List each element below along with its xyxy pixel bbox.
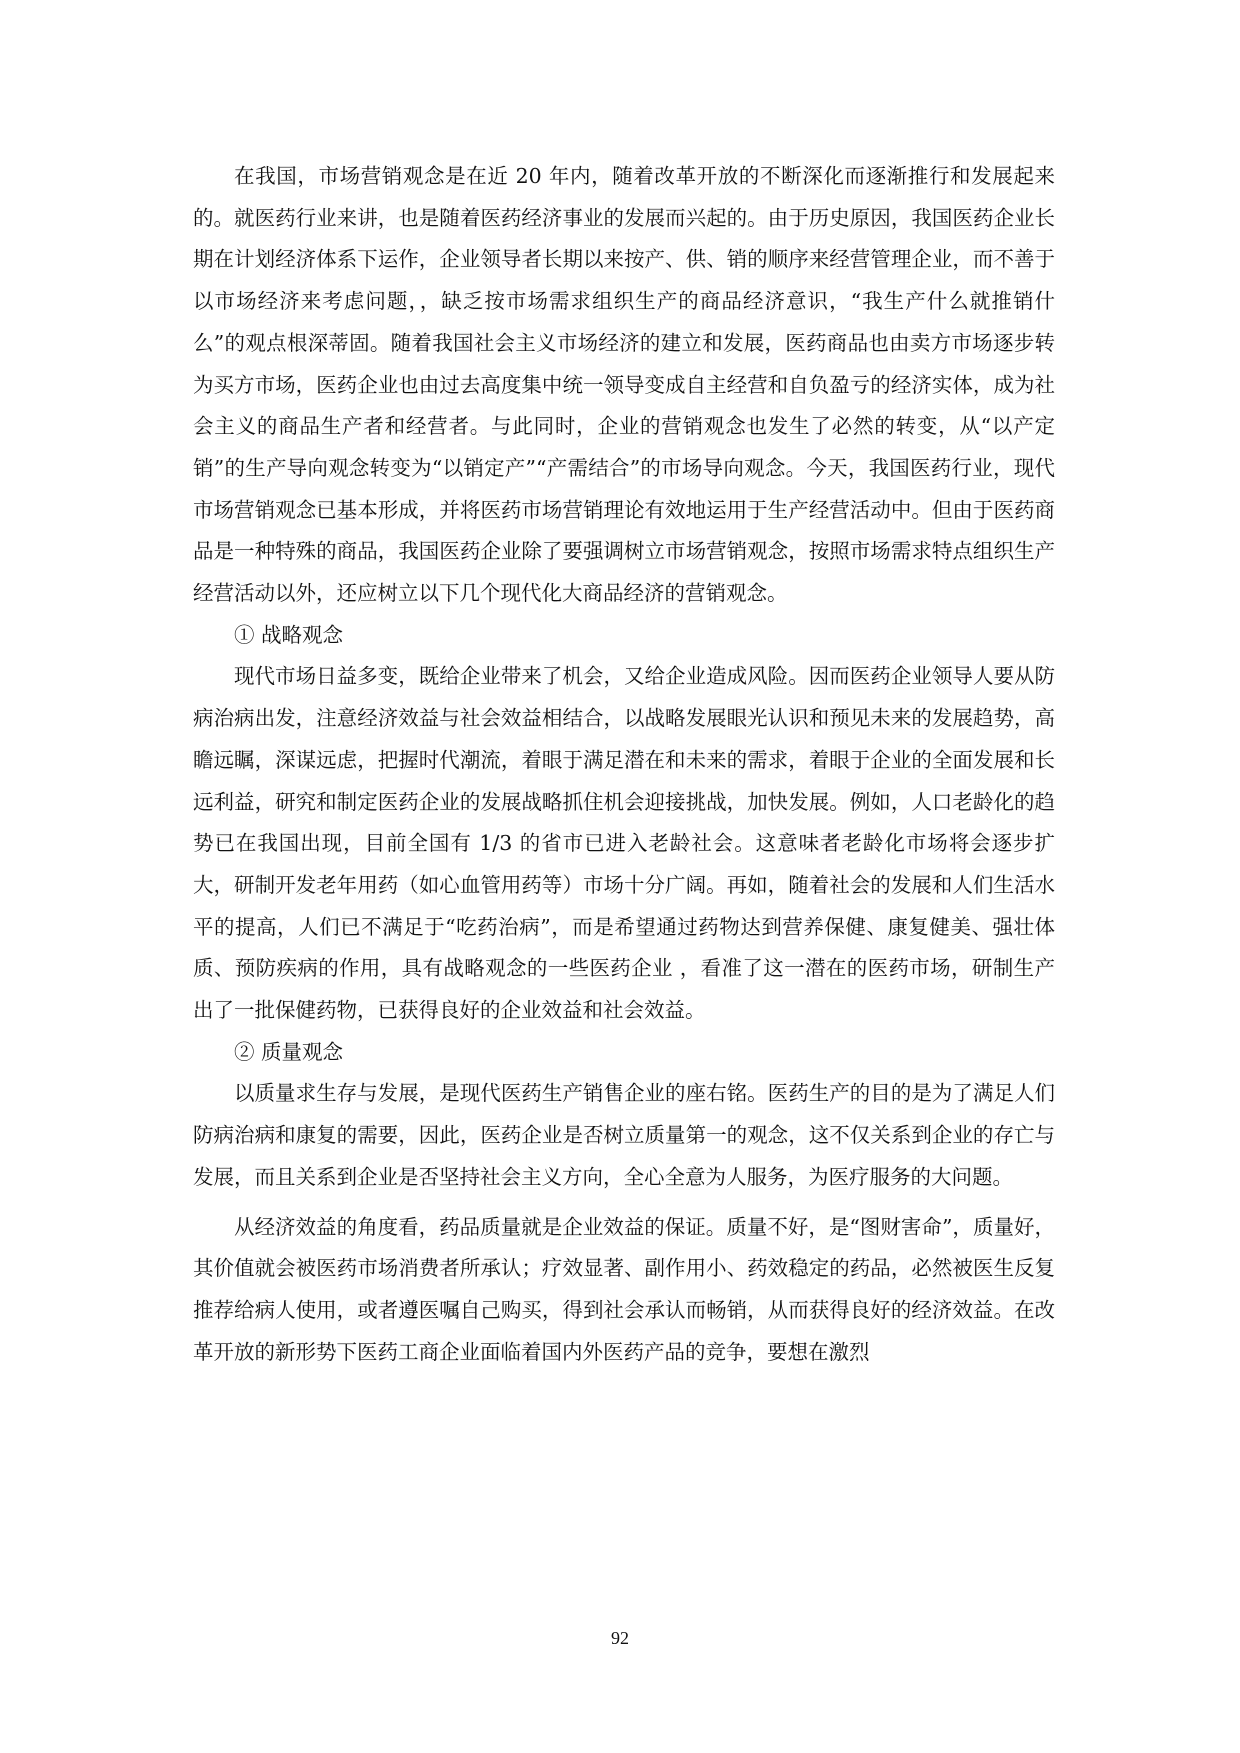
document-body: [193, 156, 1055, 1373]
section-heading-strategy: ① 战略观念: [234, 622, 344, 647]
paragraph-intro: 在我国，市场营销观念是在近 20 年内，随着改革开放的不断深化而逐渐推行和发展起来的。就医药行业来讲，也是随着医药经济事业的发展而兴起的。由于历史原因，我国医药企业长期在计划经济体系下运作，企业领导者长期以来按产、供、销的顺序来经营管理企业，而不善于以市场经济来考虑问题，，缺乏按市场需求组织生产的商品经济意识，“我生产什么就推销什么”的观点根深蒂固。随着我国社会主义市场经济的建立和发展，医药商品也由卖方市场逐步转为买方市场，医药企业也由过去高度集中统一领导变成自主经营和自负盈亏的经济实体，成为社会主义的商品生产者和经营者。与此同时，企业的营销观念也发生了必然的转变，从“以产定销”的生产导向观念转变为“以销定产”“产需结合”的市场导向观念。今天，我国医药行业，现代市场营销观念已基本形成，并将医药市场营销理论有效地运用于生产经营活动中。但由于医药商品是一种特殊的商品，我国医药企业除了要强调树立市场营销观念，按照市场需求特点组织生产经营活动以外，还应树立以下几个现代化大商品经济的营销观念。: [193, 164, 1055, 606]
section-heading-quality: ② 质量观念: [234, 1039, 344, 1064]
page-number: 92: [611, 1628, 629, 1648]
paragraph-strategy: 现代市场日益多变，既给企业带来了机会，又给企业造成风险。因而医药企业领导人要从防病治病出发，注意经济效益与社会效益相结合，以战略发展眼光认识和预见未来的发展趋势，高瞻远瞩，深谋远虑，把握时代潮流，着眼于满足潜在和未来的需求，着眼于企业的全面发展和长远利益，研究和制定医药企业的发展战略抓住机会迎接挑战，加快发展。例如，人口老龄化的趋势已在我国出现，目前全国有 1/3 的省市已进入老龄社会。这意味者老龄化市场将会逐步扩大，研制开发老年用药（如心血管用药等）市场十分广阔。再如，随着社会的发展和人们生活水平的提高，人们已不满足于“吃药治病”，而是希望通过药物达到营养保健、康复健美、强壮体质、预防疾病的作用，具有战略观念的一些医药企业 ，看准了这一潜在的医药市场，研制生产出了一批保健药物，已获得良好的企业效益和社会效益。: [193, 664, 1055, 1023]
paragraph-spacer: [193, 1199, 1055, 1207]
paragraph-quality: 以质量求生存与发展，是现代医药生产销售企业的座右铭。医药生产的目的是为了满足人们防病治病和康复的需要，因此，医药企业是否树立质量第一的观念，这不仅关系到企业的存亡与发展，而且关系到企业是否坚持社会主义方向，全心全意为人服务，为医疗服务的大问题。: [193, 1081, 1055, 1189]
paragraph-economic-benefit: 从经济效益的角度看，药品质量就是企业效益的保证。质量不好，是“图财害命”，质量好，其价值就会被医药市场消费者所承认；疗效显著、副作用小、药效稳定的药品，必然被医生反复推荐给病人使用，或者遵医嘱自己购买，得到社会承认而畅销，从而获得良好的经济效益。在改革开放的新形势下医药工商企业面临着国内外医药产品的竞争，要想在激烈: [193, 1214, 1055, 1364]
